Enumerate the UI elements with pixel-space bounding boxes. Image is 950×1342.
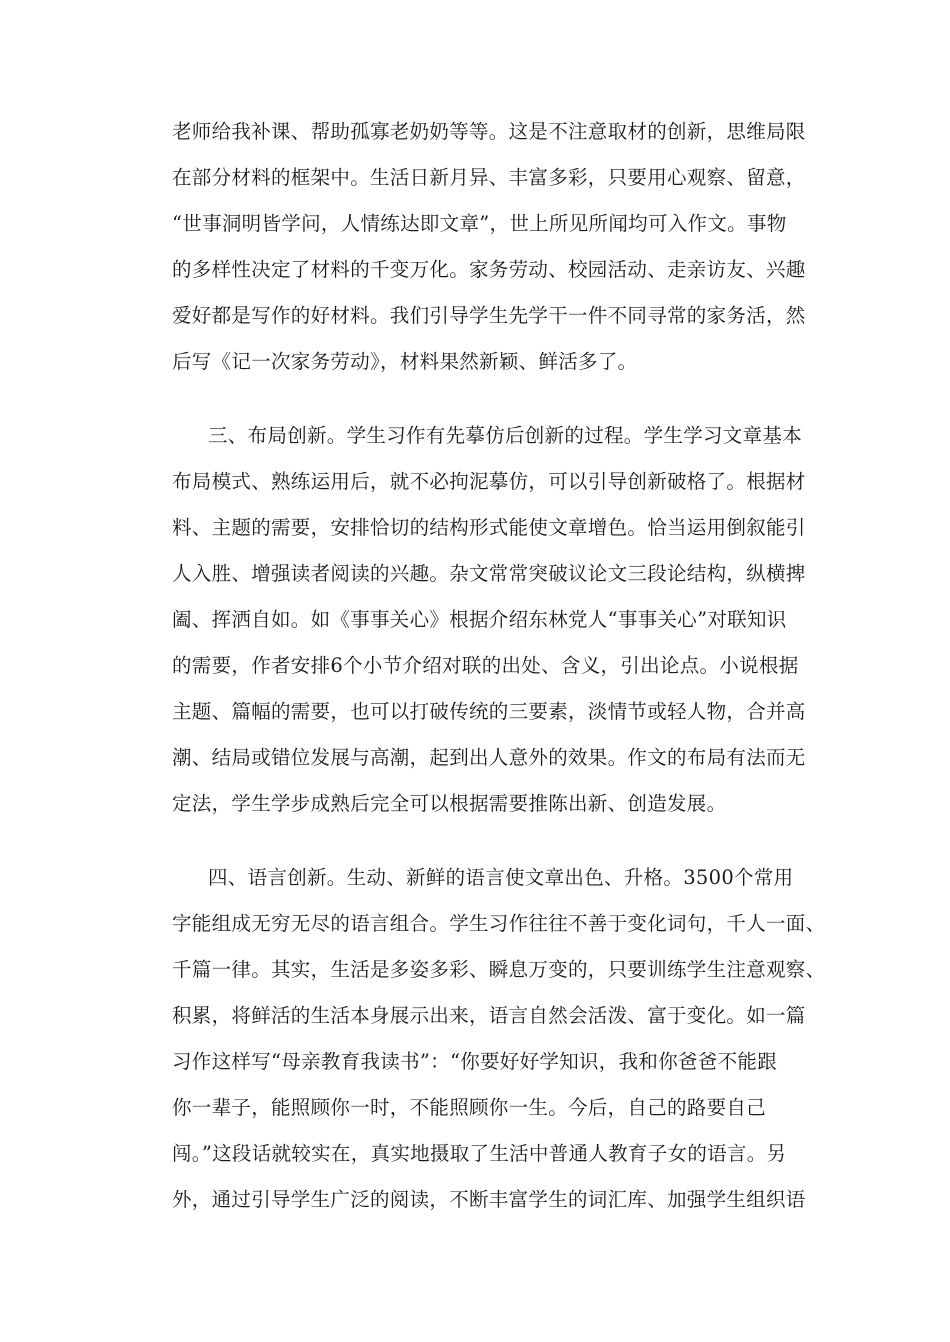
text-line: “世事洞明皆学问，人情练达即文章”，世上所见所闻均可入作文。事物 [172,212,787,235]
text-line: 主题、篇幅的需要，也可以打破传统的三要素，淡情节或轻人物，合并高 [172,700,806,723]
text-line: 阖、挥洒自如。如《事事关心》根据介绍东林党人“事事关心”对联知识 [172,608,787,631]
text-line: 潮、结局或错位发展与高潮，起到出人意外的效果。作文的布局有法而无 [172,746,806,769]
text-line: 外，通过引导学生广泛的阅读，不断丰富学生的词汇库、加强学生组织语 [172,1188,806,1211]
text-line: 布局模式、熟练运用后，就不必拘泥摹仿，可以引导创新破格了。根据材 [172,470,806,493]
text-line: 千篇一律。其实，生活是多姿多彩、瞬息万变的，只要训练学生注意观察、 [172,958,826,981]
text-line: 习作这样写“母亲教育我读书”：“你要好好学知识，我和你爸爸不能跟 [172,1050,778,1073]
text-line: 人入胜、增强读者阅读的兴趣。杂文常常突破议论文三段论结构，纵横捭 [172,562,806,585]
text-line: 积累，将鲜活的生活本身展示出来，语言自然会活泼、富于变化。如一篇 [172,1004,806,1027]
text-line: 后写《记一次家务劳动》，材料果然新颖、鲜活多了。 [172,350,638,373]
text-line: 的多样性决定了材料的千变万化。家务劳动、校园活动、走亲访友、兴趣 [172,258,806,281]
section-three-heading-line: 三、布局创新。学生习作有先摹仿后创新的过程。学生学习文章基本 [208,424,803,447]
text-line: 字能组成无穷无尽的语言组合。学生习作往往不善于变化词句，千人一面、 [172,912,826,935]
text-line: 闯。”这段话就较实在，真实地摄取了生活中普通人教育子女的语言。另 [172,1142,787,1165]
text-line: 的需要，作者安排6个小节介绍对联的出处、含义，引出论点。小说根据 [172,654,799,677]
text-line: 爱好都是写作的好材料。我们引导学生先学干一件不同寻常的家务活，然 [172,304,806,327]
text-line: 在部分材料的框架中。生活日新月异、丰富多彩，只要用心观察、留意， [172,166,806,189]
text-line: 定法，学生学步成熟后完全可以根据需要推陈出新、创造发展。 [172,792,727,815]
text-line: 老师给我补课、帮助孤寡老奶奶等等。这是不注意取材的创新，思维局限 [172,120,806,143]
text-line: 你一辈子，能照顾你一时，不能照顾你一生。今后，自己的路要自己 [172,1096,767,1119]
section-four-heading-line: 四、语言创新。生动、新鲜的语言使文章出色、升格。3500个常用 [208,866,794,889]
text-line: 料、主题的需要，安排恰切的结构形式能使文章增色。恰当运用倒叙能引 [172,516,806,539]
